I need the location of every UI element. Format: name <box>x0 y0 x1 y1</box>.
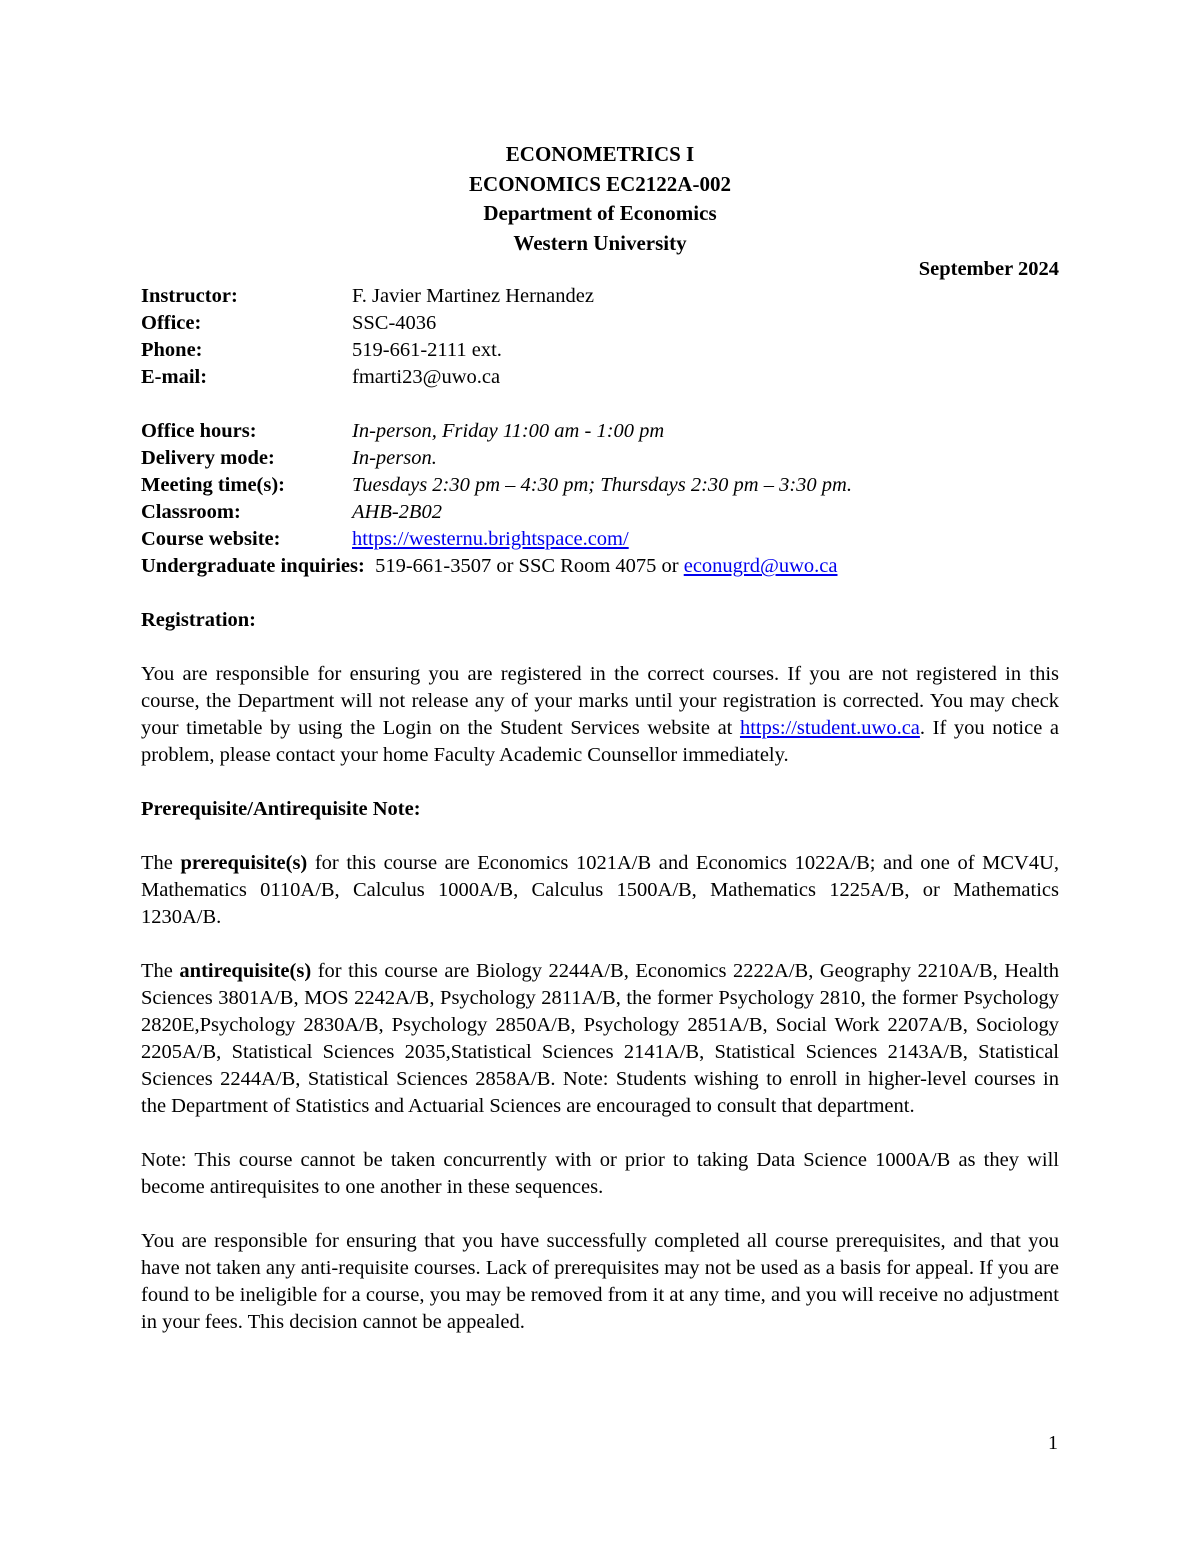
instructor-row <box>141 283 1059 310</box>
website-label: Course website: <box>141 528 281 550</box>
page-number: 1 <box>1048 1432 1058 1454</box>
office-hours-row <box>141 418 1059 445</box>
email-value: fmarti23@uwo.ca <box>352 366 501 388</box>
office-row <box>141 310 1059 337</box>
antirequisite-paragraph <box>141 958 1059 1120</box>
inquiries-text: 519-661-3507 or SSC Room 4075 or <box>375 555 679 577</box>
registration-text-2: . If you notice a problem, please contact your home Faculty Academic Counsellor immediately. <box>141 717 1059 766</box>
delivery-row <box>141 445 1059 472</box>
delivery-label: Delivery mode: <box>141 447 275 469</box>
title-block <box>141 140 1059 258</box>
classroom-label: Classroom: <box>141 501 241 523</box>
instructor-value: F. Javier Martinez Hernandez <box>352 285 594 307</box>
prereq-heading: Prerequisite/Antirequisite Note: <box>141 798 421 820</box>
website-row <box>141 526 1059 553</box>
university-name: Western University <box>513 230 687 255</box>
meeting-value: Tuesdays 2:30 pm – 4:30 pm; Thursdays 2:30 pm – 3:30 pm. <box>352 474 852 496</box>
registration-text-1: You are responsible for ensuring you are registered in the correct courses. If you are not registered in this course, the Department will not release any of your marks until your registration is corrected. You may check your timetable by using the Login on the Student Services website at <box>141 663 1059 739</box>
inquiries-email-link[interactable]: econugrd@uwo.ca <box>683 555 838 577</box>
inquiries-label: Undergraduate inquiries: <box>141 555 365 577</box>
office-hours-value: In-person, Friday 11:00 am - 1:00 pm <box>352 420 665 442</box>
office-hours-label: Office hours: <box>141 420 257 442</box>
course-info-table <box>141 283 1059 580</box>
prereq-p2-bold: antirequisite(s) <box>179 960 312 982</box>
phone-row <box>141 337 1059 364</box>
office-label: Office: <box>141 312 202 334</box>
student-services-link[interactable]: https://student.uwo.ca <box>739 717 920 739</box>
email-label: E-mail: <box>141 366 208 388</box>
classroom-row <box>141 499 1059 526</box>
email-row <box>141 364 1059 391</box>
course-code: ECONOMICS EC2122A-002 <box>469 171 731 196</box>
delivery-value: In-person. <box>352 447 437 469</box>
inquiries-line <box>141 553 838 580</box>
prereq-p1-rest: for this course are Economics 1021A/B and Economics 1022A/B; and one of MCV4U, Mathematics 0110A/B, Calculus 1000A/B, Calculus 1500A/B, Mathematics 1225A/B, or Mathematics 1230A/B. <box>141 852 1059 928</box>
document-page <box>141 140 1059 1336</box>
office-value: SSC-4036 <box>352 312 437 334</box>
registration-heading: Registration: <box>141 609 257 631</box>
department-name: Department of Economics <box>483 201 717 225</box>
data-science-note: Note: This course cannot be taken concurrently with or prior to taking Data Science 1000A/B as they will become antirequisites to one another in these sequences. <box>141 1149 1059 1198</box>
website-value <box>352 526 1059 553</box>
responsibility-paragraph: You are responsible for ensuring that you have successfully completed all course prerequisites, and that you have not taken any anti-requisite courses. Lack of prerequisites may not be used as a basis for appeal. If you are found to be ineligible for a course, you may be removed from it at any time, and you will receive no adjustment in your fees. This decision cannot be appealed. <box>141 1230 1059 1333</box>
phone-value: 519-661-2111 ext. <box>352 339 502 361</box>
document-date: September 2024 <box>918 258 1059 280</box>
prerequisite-paragraph <box>141 850 1059 931</box>
phone-label: Phone: <box>141 339 203 361</box>
instructor-label: Instructor: <box>141 285 238 307</box>
meeting-row <box>141 472 1059 499</box>
prereq-p1-start: The <box>141 852 173 874</box>
prereq-p2-start: The <box>141 960 173 982</box>
registration-paragraph <box>141 661 1059 769</box>
spacer <box>141 391 1059 418</box>
course-website-link[interactable]: https://westernu.brightspace.com/ <box>352 528 629 550</box>
meeting-label: Meeting time(s): <box>141 474 286 496</box>
inquiries-row <box>141 553 1059 580</box>
prereq-p2-rest: for this course are Biology 2244A/B, Economics 2222A/B, Geography 2210A/B, Health Sciences 3801A/B, MOS 2242A/B, Psychology 2811A/B, the former Psychology 2810, the former Psychology 2820E,Psychology 2830A/B, Psychology 2850A/B, Psychology 2851A/B, Social Work 2207A/B, Sociology 2205A/B, Statistical Sciences 2035,Statistical Sciences 2141A/B, Statistical Sciences 2143A/B, Statistical Sciences 2244A/B, Statistical Sciences 2858A/B. Note: Students wishing to enroll in higher-level courses in the Department of Statistics and Actuarial Sciences are encouraged to consult that department. <box>141 960 1059 1117</box>
course-title: ECONOMETRICS I <box>505 142 695 166</box>
prereq-p1-bold: prerequisite(s) <box>180 852 308 874</box>
classroom-value: AHB-2B02 <box>352 501 442 523</box>
